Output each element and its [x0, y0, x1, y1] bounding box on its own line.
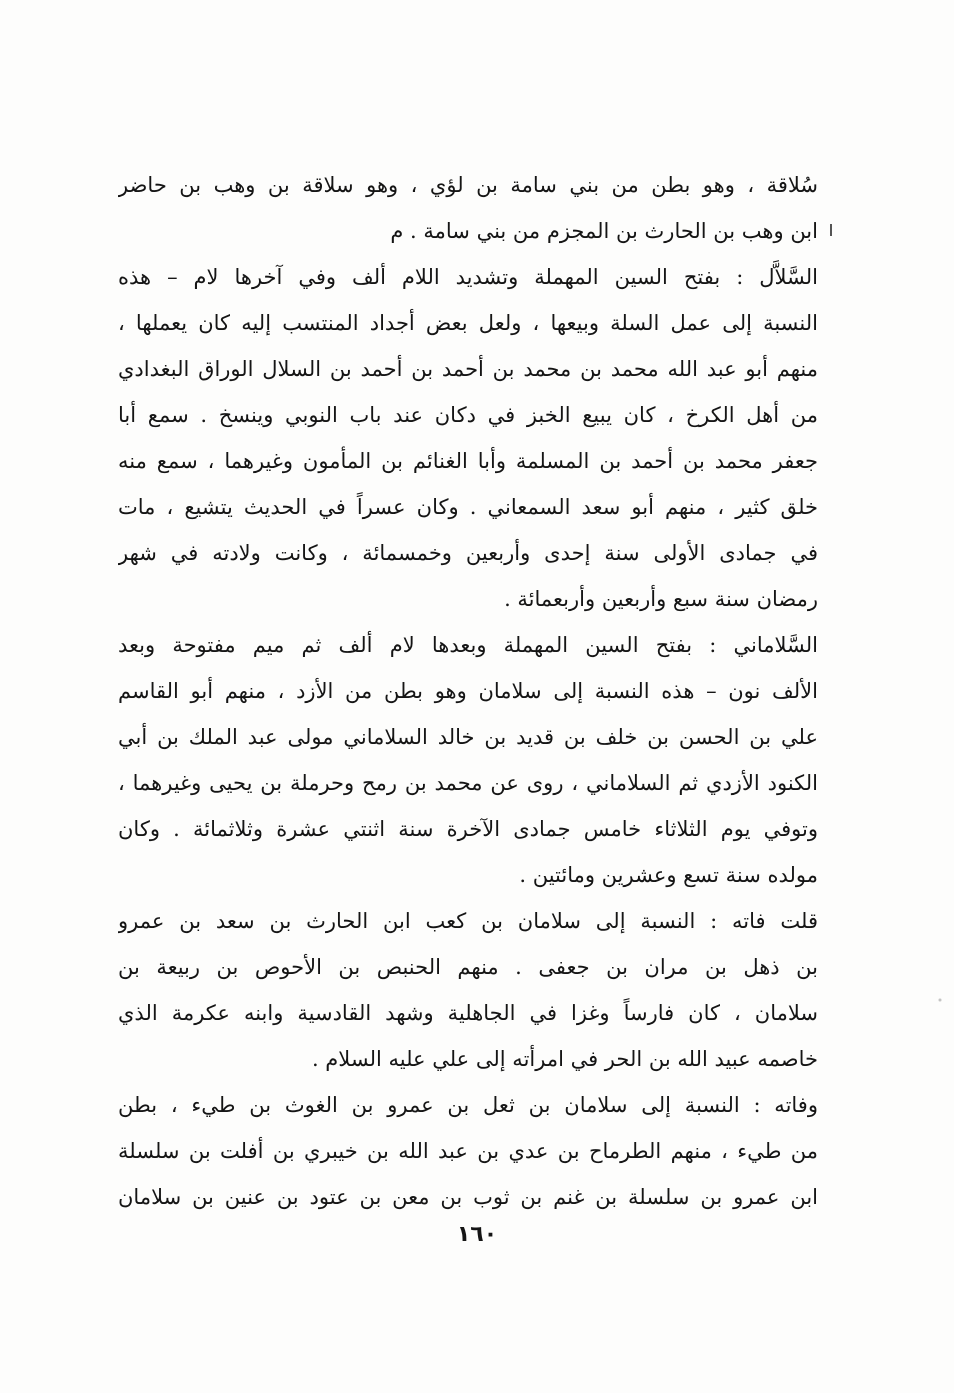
text-line: مولده سنة تسع وعشرين ومائتين . [519, 863, 818, 887]
text-line: منهم أبو عبد الله محمد بن محمد بن أحمد بن أحمد بن السلال الوراق البغدادي [118, 357, 818, 381]
note-start-line: وفاته : النسبة إلى سلامان بن ثعل بن عمرو بن الغوث بن طيء ، بطن [118, 1093, 818, 1117]
text-line: ابن عمرو بن سلسلة بن غنم بن ثوب بن معن بن عتود بن عنين بن سلامان [118, 1185, 818, 1209]
text-line: من أهل الكرخ ، كان يبيع الخبز في دكان عند باب النوبي وينسخ . سمع أبا [118, 403, 818, 427]
body-text [118, 162, 818, 1220]
entry-start-line: السَّلاماني : بفتح السين المهملة وبعدها لام ألف ثم ميم مفتوحة وبعد [118, 633, 818, 657]
margin-mark [830, 224, 832, 236]
text-line: سُلاقة ، وهو بطن من بني سامة بن لؤي ، وهو سلاقة بن وهب بن حاضر [118, 173, 818, 197]
text-line: وتوفي يوم الثلاثاء خامس جمادى الآخرة سنة اثنتي عشرة وثلاثمائة . وكان [118, 817, 818, 841]
page-number: ١٦٠ [456, 1222, 498, 1247]
text-line: خلق كثير ، منهم أبو سعد السمعاني . وكان عسراً في الحديث يتشيع ، مات [118, 495, 818, 519]
text-line: علي بن الحسن بن خلف بن قديد بن خالد السلاماني مولى عبد الملك بن أبي [118, 725, 818, 749]
text-line: ابن وهب بن الحارث بن المجزم من بني سامة . م [390, 219, 818, 243]
text-line: الألف نون – هذه النسبة إلى سلامان وهو بطن من الأزد ، منهم أبو القاسم [118, 679, 818, 703]
text-line: من طيء ، منهم الطرماح بن عدي بن عبد الله بن خيبري بن أفلت بن سلسلة [118, 1139, 818, 1163]
text-line: رمضان سنة سبع وأربعين وأربعمائة . [504, 587, 818, 611]
text-line: في جمادى الأولى سنة إحدى وأربعين وخمسمائة ، وكانت ولادته في شهر [118, 541, 818, 565]
text-line: سلامان ، كان فارساً وغزا في الجاهلية وشهد القادسية وابنه عكرمة الذي [118, 1001, 818, 1025]
page-speck [936, 996, 944, 1004]
entry-start-line: السَّلاَّل : بفتح السين المهملة وتشديد اللام ألف وفي آخرها لام – هذه [118, 265, 818, 289]
text-line: خاصمه عبيد الله بن الحر في امرأته إلى علي عليه السلام . [311, 1047, 818, 1071]
text-line: بن ذهل بن مران بن جعفى . منهم الحنبص بن الأحوص بن ربيعة بن [118, 955, 818, 979]
text-line: الكنود الأزدي ثم السلاماني ، روى عن محمد بن رمح وحرملة بن يحيى وغيرهما ، [118, 771, 818, 795]
text-line: جعفر محمد بن أحمد بن المسلمة وأبا الغنائم بن المأمون وغيرهما ، سمع منه [118, 449, 818, 473]
note-start-line: قلت فاته : النسبة إلى سلامان بن كعب ابن الحارث بن سعد بن عمرو [118, 909, 818, 933]
text-line: النسبة إلى عمل السلة وبيعها ، ولعل بعض أجداد المنتسب إليه كان يعملها ، [118, 311, 818, 335]
